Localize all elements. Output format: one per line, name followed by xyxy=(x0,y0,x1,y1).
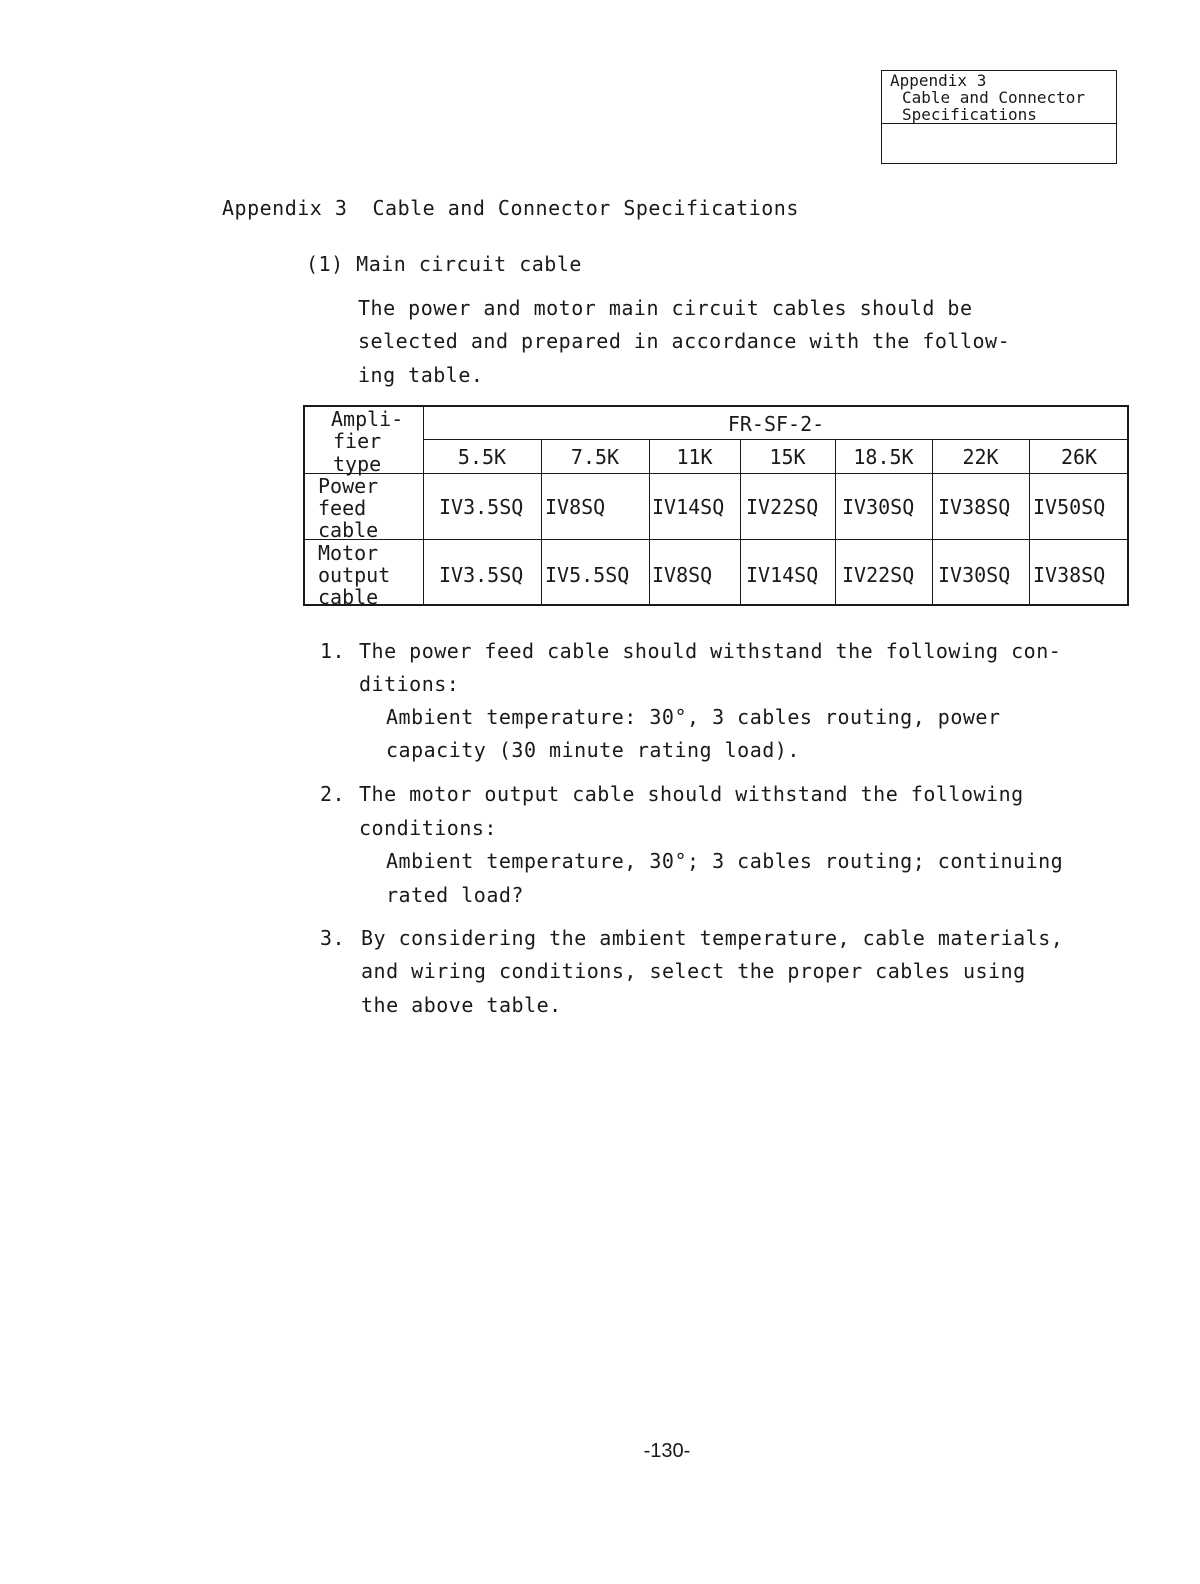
note-line: conditions: xyxy=(359,816,497,840)
table-cell: IV30SQ xyxy=(938,563,1011,587)
corner-label-2: fier xyxy=(333,429,382,453)
cable-spec-table xyxy=(303,405,1129,609)
row-label-line: cable xyxy=(318,518,379,542)
table-cell: IV5.5SQ xyxy=(545,563,630,587)
model-group-header: FR-SF-2- xyxy=(727,412,825,436)
note-line: the above table. xyxy=(361,993,562,1017)
note-line: The power feed cable should withstand the following con- xyxy=(359,639,1062,663)
section-heading: (1) Main circuit cable xyxy=(306,252,582,276)
header-line-3: Specifications xyxy=(902,105,1037,124)
table-cell: IV3.5SQ xyxy=(439,563,524,587)
header-box xyxy=(881,70,1117,164)
note-number: 3. xyxy=(320,926,346,950)
page-number: -130- xyxy=(643,1440,691,1462)
row-label-line: feed xyxy=(318,496,367,520)
table-cell: IV14SQ xyxy=(746,563,819,587)
row-label-line: cable xyxy=(318,585,379,609)
intro-line-3: ing table. xyxy=(358,363,484,387)
column-header: 15K xyxy=(769,445,806,469)
note-line: and wiring conditions, select the proper cables using xyxy=(361,959,1026,983)
corner-label-1: Ampli- xyxy=(331,407,404,431)
note-line: By considering the ambient temperature, cable materials, xyxy=(361,926,1064,950)
table-cell: IV8SQ xyxy=(652,563,713,587)
note-detail-line: capacity (30 minute rating load). xyxy=(386,738,800,762)
table-rule xyxy=(423,407,424,606)
column-header: 11K xyxy=(676,445,713,469)
table-cell: IV38SQ xyxy=(938,495,1011,519)
table-cell: IV50SQ xyxy=(1033,495,1106,519)
header-line-2: Cable and Connector xyxy=(902,88,1086,107)
note-detail-line: Ambient temperature: 30°, 3 cables routing, power xyxy=(386,705,1001,729)
note-detail-line: rated load? xyxy=(386,883,524,907)
table-rule xyxy=(305,473,1129,474)
corner-label-3: type xyxy=(333,452,382,476)
page-title: Appendix 3 Cable and Connector Specifications xyxy=(222,196,799,220)
table-cell: IV22SQ xyxy=(842,563,915,587)
column-header: 22K xyxy=(962,445,999,469)
intro-line-1: The power and motor main circuit cables should be xyxy=(358,296,973,320)
intro-line-2: selected and prepared in accordance with the follow- xyxy=(358,329,1011,353)
note-line: ditions: xyxy=(359,672,460,696)
table-cell: IV30SQ xyxy=(842,495,915,519)
note-line: The motor output cable should withstand the following xyxy=(359,782,1024,806)
row-label-line: Power xyxy=(318,474,379,498)
row-label-line: output xyxy=(318,563,391,587)
row-label-line: Motor xyxy=(318,541,379,565)
column-header: 18.5K xyxy=(853,445,914,469)
table-cell: IV22SQ xyxy=(746,495,819,519)
column-header: 7.5K xyxy=(570,445,620,469)
note-detail-line: Ambient temperature, 30°; 3 cables routing; continuing xyxy=(386,849,1064,873)
header-box-label xyxy=(882,71,1116,124)
column-header: 26K xyxy=(1060,445,1098,469)
header-line-1: Appendix 3 xyxy=(890,71,987,90)
table-rule xyxy=(305,539,1129,540)
note-number: 2. xyxy=(320,782,346,806)
table-cell: IV14SQ xyxy=(652,495,725,519)
table-cell: IV8SQ xyxy=(545,495,606,519)
table-rule xyxy=(423,439,1129,440)
note-number: 1. xyxy=(320,639,346,663)
table-cell: IV38SQ xyxy=(1033,563,1106,587)
table-cell: IV3.5SQ xyxy=(439,495,524,519)
column-header: 5.5K xyxy=(457,445,507,469)
